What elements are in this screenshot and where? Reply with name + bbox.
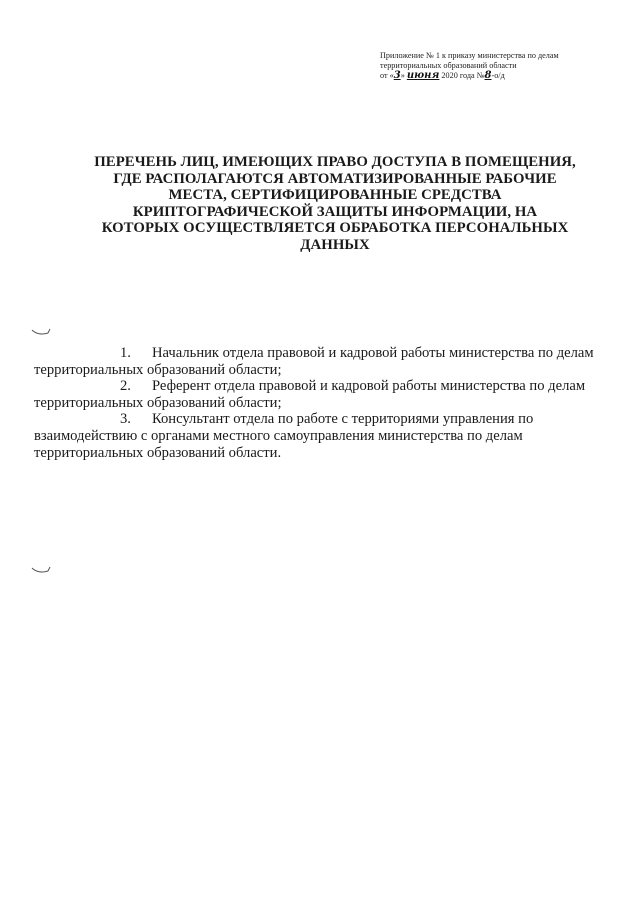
annex-line-1: Приложение № 1 к приказу министерства по делам	[380, 51, 559, 60]
title-line-2: ГДЕ РАСПОЛАГАЮТСЯ АВТОМАТИЗИРОВАННЫЕ РАБОЧИЕ	[113, 170, 557, 187]
annex-number-suffix: -о/д	[491, 71, 505, 80]
handwritten-day: 3	[393, 70, 401, 81]
list-item	[34, 378, 606, 411]
scan-mark-top	[30, 325, 54, 339]
annex-line-2: территориальных образований области	[380, 61, 517, 70]
persons-list	[34, 345, 606, 461]
handwritten-month: июня	[406, 70, 440, 81]
list-item-text: Консультант отдела по работе с территориями управления по взаимодействию с органами местного самоуправления министерства по делам территориальных образований области.	[34, 411, 534, 461]
list-item-text: Начальник отдела правовой и кадровой работы министерства по делам территориальных образований области;	[34, 345, 594, 378]
list-item-number: 2.	[120, 378, 131, 395]
title-line-5: КОТОРЫХ ОСУЩЕСТВЛЯЕТСЯ ОБРАБОТКА ПЕРСОНАЛЬНЫХ	[101, 220, 569, 237]
scan-mark-bottom	[30, 563, 54, 577]
list-item	[34, 411, 606, 461]
list-item-number: 3.	[120, 411, 131, 428]
handwritten-number: 8	[484, 70, 492, 81]
list-item-text: Референт отдела правовой и кадровой работы министерства по делам территориальных образований области;	[34, 378, 586, 411]
title-line-3: МЕСТА, СЕРТИФИЦИРОВАННЫЕ СРЕДСТВА	[168, 187, 502, 204]
list-item	[34, 345, 606, 378]
list-item-number: 1.	[120, 345, 131, 361]
title-line-4: КРИПТОГРАФИЧЕСКОЙ ЗАЩИТЫ ИНФОРМАЦИИ, НА	[132, 203, 538, 220]
document-title	[70, 154, 600, 254]
annex-date-mid: »	[400, 71, 407, 80]
title-line-1: ПЕРЕЧЕНЬ ЛИЦ, ИМЕЮЩИХ ПРАВО ДОСТУПА В ПОМЕЩЕНИЯ,	[94, 154, 576, 170]
annex-year: 2020 года №	[439, 71, 485, 80]
annex-header	[380, 51, 620, 81]
annex-date-prefix: от «	[380, 71, 394, 80]
annex-line-3	[380, 71, 620, 81]
title-line-6: ДАННЫХ	[300, 236, 370, 253]
